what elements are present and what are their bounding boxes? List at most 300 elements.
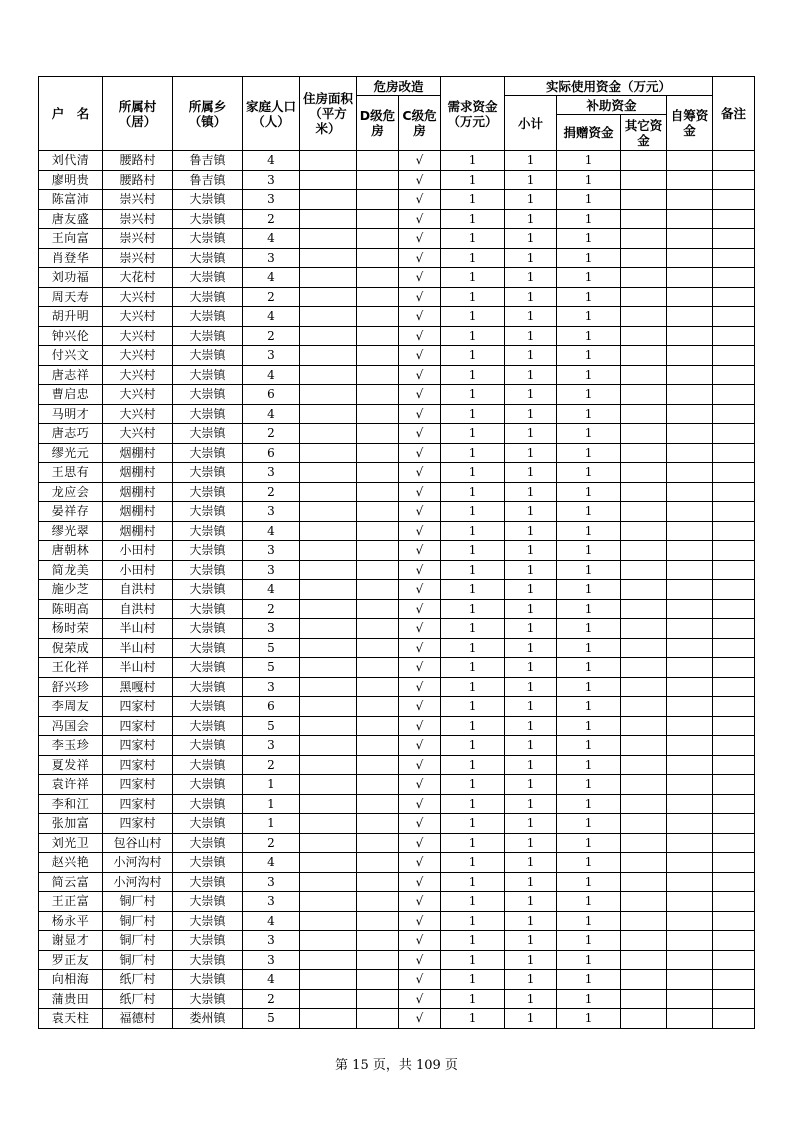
table-row (39, 736, 755, 756)
cell-area (300, 716, 357, 736)
table-row (39, 911, 755, 931)
cell-other (621, 833, 667, 853)
table-row (39, 229, 755, 249)
cell-name: 龙应会 (39, 482, 103, 502)
cell-population: 4 (243, 911, 300, 931)
cell-village: 铜厂村 (103, 911, 173, 931)
cell-town: 大崇镇 (173, 248, 243, 268)
cell-other (621, 541, 667, 561)
cell-donation: 1 (557, 833, 621, 853)
cell-town: 大崇镇 (173, 911, 243, 931)
table-row (39, 482, 755, 502)
cell-name: 杨时荣 (39, 619, 103, 639)
cell-level-c: √ (399, 638, 441, 658)
cell-self-raised (667, 911, 713, 931)
cell-other (621, 1009, 667, 1029)
cell-town: 大崇镇 (173, 989, 243, 1009)
cell-village: 大兴村 (103, 346, 173, 366)
cell-town: 大崇镇 (173, 892, 243, 912)
cell-village: 纸厂村 (103, 989, 173, 1009)
cell-donation: 1 (557, 853, 621, 873)
cell-name: 王正富 (39, 892, 103, 912)
cell-self-raised (667, 346, 713, 366)
cell-remark (713, 931, 755, 951)
cell-level-c: √ (399, 326, 441, 346)
cell-subtotal: 1 (505, 970, 557, 990)
cell-self-raised (667, 521, 713, 541)
cell-required-funds: 1 (441, 677, 505, 697)
cell-required-funds: 1 (441, 268, 505, 288)
cell-village: 大兴村 (103, 365, 173, 385)
cell-required-funds: 1 (441, 775, 505, 795)
cell-subtotal: 1 (505, 443, 557, 463)
cell-required-funds: 1 (441, 1009, 505, 1029)
cell-other (621, 989, 667, 1009)
cell-remark (713, 424, 755, 444)
cell-area (300, 385, 357, 405)
cell-area (300, 365, 357, 385)
table-row (39, 697, 755, 717)
cell-village: 崇兴村 (103, 248, 173, 268)
cell-town: 大崇镇 (173, 560, 243, 580)
cell-other (621, 248, 667, 268)
header-town: 所属乡（镇） (173, 77, 243, 151)
cell-required-funds: 1 (441, 385, 505, 405)
cell-required-funds: 1 (441, 658, 505, 678)
header-self-raised: 自筹资金 (667, 96, 713, 151)
cell-village: 铜厂村 (103, 931, 173, 951)
cell-level-c: √ (399, 736, 441, 756)
cell-area (300, 755, 357, 775)
cell-remark (713, 853, 755, 873)
cell-population: 4 (243, 365, 300, 385)
cell-level-d (357, 346, 399, 366)
header-level-c: C级危房 (399, 96, 441, 151)
cell-remark (713, 151, 755, 171)
cell-area (300, 560, 357, 580)
cell-remark (713, 911, 755, 931)
cell-level-d (357, 619, 399, 639)
cell-name: 王化祥 (39, 658, 103, 678)
cell-other (621, 170, 667, 190)
cell-level-c: √ (399, 677, 441, 697)
cell-self-raised (667, 404, 713, 424)
table-row (39, 404, 755, 424)
cell-area (300, 658, 357, 678)
cell-level-d (357, 521, 399, 541)
cell-other (621, 502, 667, 522)
cell-subtotal: 1 (505, 482, 557, 502)
cell-self-raised (667, 833, 713, 853)
cell-level-c: √ (399, 502, 441, 522)
cell-population: 4 (243, 307, 300, 327)
cell-town: 大崇镇 (173, 794, 243, 814)
cell-donation: 1 (557, 443, 621, 463)
cell-donation: 1 (557, 560, 621, 580)
cell-self-raised (667, 970, 713, 990)
cell-level-c: √ (399, 833, 441, 853)
cell-required-funds: 1 (441, 482, 505, 502)
cell-area (300, 677, 357, 697)
cell-level-d (357, 736, 399, 756)
cell-name: 肖登华 (39, 248, 103, 268)
cell-required-funds: 1 (441, 248, 505, 268)
cell-subtotal: 1 (505, 677, 557, 697)
cell-village: 烟棚村 (103, 482, 173, 502)
cell-village: 崇兴村 (103, 209, 173, 229)
table-row (39, 677, 755, 697)
cell-subtotal: 1 (505, 638, 557, 658)
cell-donation: 1 (557, 502, 621, 522)
cell-level-c: √ (399, 190, 441, 210)
cell-donation: 1 (557, 268, 621, 288)
cell-self-raised (667, 385, 713, 405)
cell-area (300, 794, 357, 814)
cell-required-funds: 1 (441, 521, 505, 541)
cell-donation: 1 (557, 287, 621, 307)
cell-town: 大崇镇 (173, 580, 243, 600)
cell-required-funds: 1 (441, 833, 505, 853)
cell-level-d (357, 1009, 399, 1029)
cell-remark (713, 346, 755, 366)
cell-donation: 1 (557, 404, 621, 424)
cell-village: 福德村 (103, 1009, 173, 1029)
cell-level-c: √ (399, 541, 441, 561)
cell-name: 王向富 (39, 229, 103, 249)
cell-level-c: √ (399, 697, 441, 717)
cell-population: 5 (243, 658, 300, 678)
cell-village: 四家村 (103, 775, 173, 795)
cell-population: 3 (243, 677, 300, 697)
cell-required-funds: 1 (441, 872, 505, 892)
cell-name: 曹启忠 (39, 385, 103, 405)
cell-town: 大崇镇 (173, 697, 243, 717)
table-row (39, 716, 755, 736)
cell-required-funds: 1 (441, 365, 505, 385)
table-row (39, 209, 755, 229)
cell-area (300, 872, 357, 892)
cell-name: 谢显才 (39, 931, 103, 951)
cell-area (300, 268, 357, 288)
cell-other (621, 560, 667, 580)
cell-donation: 1 (557, 365, 621, 385)
cell-village: 烟棚村 (103, 502, 173, 522)
cell-subtotal: 1 (505, 151, 557, 171)
cell-level-c: √ (399, 170, 441, 190)
cell-donation: 1 (557, 775, 621, 795)
cell-subtotal: 1 (505, 287, 557, 307)
table-row (39, 892, 755, 912)
cell-town: 大崇镇 (173, 307, 243, 327)
cell-level-c: √ (399, 775, 441, 795)
header-actual-funds: 实际使用资金（万元） (505, 77, 713, 96)
cell-remark (713, 541, 755, 561)
cell-area (300, 697, 357, 717)
cell-level-c: √ (399, 989, 441, 1009)
cell-village: 小田村 (103, 560, 173, 580)
cell-town: 大崇镇 (173, 541, 243, 561)
cell-other (621, 307, 667, 327)
cell-other (621, 209, 667, 229)
cell-level-c: √ (399, 794, 441, 814)
cell-level-d (357, 541, 399, 561)
cell-area (300, 521, 357, 541)
cell-other (621, 365, 667, 385)
table-row (39, 775, 755, 795)
cell-level-d (357, 950, 399, 970)
cell-self-raised (667, 443, 713, 463)
cell-town: 大崇镇 (173, 287, 243, 307)
cell-level-d (357, 287, 399, 307)
table-row (39, 385, 755, 405)
table-row (39, 502, 755, 522)
cell-level-c: √ (399, 385, 441, 405)
cell-name: 袁天柱 (39, 1009, 103, 1029)
cell-population: 1 (243, 775, 300, 795)
cell-required-funds: 1 (441, 580, 505, 600)
cell-village: 腰路村 (103, 170, 173, 190)
cell-level-c: √ (399, 716, 441, 736)
cell-self-raised (667, 794, 713, 814)
cell-donation: 1 (557, 326, 621, 346)
cell-remark (713, 404, 755, 424)
header-required-funds: 需求资金（万元） (441, 77, 505, 151)
cell-population: 3 (243, 931, 300, 951)
cell-town: 大崇镇 (173, 775, 243, 795)
cell-level-c: √ (399, 599, 441, 619)
cell-subtotal: 1 (505, 755, 557, 775)
table-row (39, 599, 755, 619)
cell-area (300, 950, 357, 970)
cell-area (300, 541, 357, 561)
cell-name: 陈富沛 (39, 190, 103, 210)
cell-name: 钟兴伦 (39, 326, 103, 346)
cell-remark (713, 755, 755, 775)
cell-population: 3 (243, 463, 300, 483)
cell-level-d (357, 989, 399, 1009)
cell-village: 半山村 (103, 638, 173, 658)
cell-required-funds: 1 (441, 911, 505, 931)
cell-other (621, 521, 667, 541)
cell-name: 简云富 (39, 872, 103, 892)
cell-donation: 1 (557, 638, 621, 658)
cell-self-raised (667, 502, 713, 522)
cell-town: 大崇镇 (173, 833, 243, 853)
cell-level-c: √ (399, 229, 441, 249)
table-row (39, 443, 755, 463)
cell-other (621, 697, 667, 717)
cell-area (300, 814, 357, 834)
cell-other (621, 190, 667, 210)
table-row (39, 970, 755, 990)
cell-area (300, 638, 357, 658)
header-subtotal: 小计 (505, 96, 557, 151)
table-row (39, 638, 755, 658)
cell-name: 胡升明 (39, 307, 103, 327)
table-row (39, 287, 755, 307)
cell-subtotal: 1 (505, 619, 557, 639)
cell-subtotal: 1 (505, 326, 557, 346)
cell-village: 小河沟村 (103, 853, 173, 873)
cell-remark (713, 1009, 755, 1029)
cell-level-d (357, 307, 399, 327)
cell-level-c: √ (399, 521, 441, 541)
cell-population: 3 (243, 950, 300, 970)
cell-subtotal: 1 (505, 814, 557, 834)
cell-self-raised (667, 736, 713, 756)
cell-subtotal: 1 (505, 170, 557, 190)
cell-required-funds: 1 (441, 736, 505, 756)
cell-level-c: √ (399, 268, 441, 288)
cell-subtotal: 1 (505, 658, 557, 678)
cell-town: 鲁吉镇 (173, 170, 243, 190)
cell-name: 冯国会 (39, 716, 103, 736)
cell-village: 自洪村 (103, 580, 173, 600)
cell-area (300, 1009, 357, 1029)
cell-subtotal: 1 (505, 794, 557, 814)
cell-area (300, 307, 357, 327)
cell-remark (713, 619, 755, 639)
cell-town: 大崇镇 (173, 970, 243, 990)
cell-remark (713, 229, 755, 249)
cell-level-d (357, 716, 399, 736)
cell-remark (713, 209, 755, 229)
cell-self-raised (667, 170, 713, 190)
cell-population: 3 (243, 346, 300, 366)
cell-other (621, 326, 667, 346)
cell-level-d (357, 794, 399, 814)
cell-remark (713, 307, 755, 327)
cell-donation: 1 (557, 755, 621, 775)
cell-other (621, 443, 667, 463)
cell-required-funds: 1 (441, 424, 505, 444)
cell-donation: 1 (557, 151, 621, 171)
cell-population: 3 (243, 560, 300, 580)
cell-town: 大崇镇 (173, 209, 243, 229)
cell-donation: 1 (557, 521, 621, 541)
cell-other (621, 580, 667, 600)
cell-level-d (357, 911, 399, 931)
cell-population: 2 (243, 599, 300, 619)
cell-name: 李玉珍 (39, 736, 103, 756)
cell-level-d (357, 853, 399, 873)
cell-donation: 1 (557, 170, 621, 190)
cell-remark (713, 463, 755, 483)
cell-donation: 1 (557, 346, 621, 366)
cell-subtotal: 1 (505, 248, 557, 268)
cell-self-raised (667, 580, 713, 600)
cell-level-c: √ (399, 580, 441, 600)
cell-required-funds: 1 (441, 892, 505, 912)
cell-population: 2 (243, 482, 300, 502)
cell-remark (713, 580, 755, 600)
cell-required-funds: 1 (441, 755, 505, 775)
cell-required-funds: 1 (441, 931, 505, 951)
cell-self-raised (667, 853, 713, 873)
cell-subtotal: 1 (505, 580, 557, 600)
cell-town: 大崇镇 (173, 599, 243, 619)
cell-required-funds: 1 (441, 697, 505, 717)
cell-town: 大崇镇 (173, 755, 243, 775)
cell-name: 王思有 (39, 463, 103, 483)
cell-other (621, 814, 667, 834)
cell-area (300, 190, 357, 210)
table-row (39, 755, 755, 775)
cell-subtotal: 1 (505, 989, 557, 1009)
cell-subtotal: 1 (505, 268, 557, 288)
cell-village: 四家村 (103, 755, 173, 775)
cell-population: 4 (243, 580, 300, 600)
cell-self-raised (667, 619, 713, 639)
cell-name: 周天寿 (39, 287, 103, 307)
cell-village: 大兴村 (103, 424, 173, 444)
cell-population: 1 (243, 794, 300, 814)
cell-village: 四家村 (103, 716, 173, 736)
cell-population: 3 (243, 502, 300, 522)
cell-name: 刘功福 (39, 268, 103, 288)
cell-remark (713, 502, 755, 522)
cell-level-d (357, 482, 399, 502)
cell-name: 刘光卫 (39, 833, 103, 853)
cell-population: 6 (243, 697, 300, 717)
cell-other (621, 716, 667, 736)
cell-donation: 1 (557, 463, 621, 483)
header-other: 其它资金 (621, 115, 667, 151)
cell-name: 陈明高 (39, 599, 103, 619)
cell-area (300, 892, 357, 912)
cell-self-raised (667, 814, 713, 834)
cell-required-funds: 1 (441, 287, 505, 307)
cell-population: 4 (243, 853, 300, 873)
cell-level-d (357, 326, 399, 346)
cell-subtotal: 1 (505, 502, 557, 522)
cell-required-funds: 1 (441, 307, 505, 327)
cell-name: 缪光元 (39, 443, 103, 463)
cell-remark (713, 365, 755, 385)
cell-donation: 1 (557, 482, 621, 502)
cell-town: 大崇镇 (173, 521, 243, 541)
cell-town: 大崇镇 (173, 677, 243, 697)
cell-area (300, 229, 357, 249)
cell-town: 大崇镇 (173, 404, 243, 424)
cell-name: 唐志祥 (39, 365, 103, 385)
cell-required-funds: 1 (441, 716, 505, 736)
cell-level-c: √ (399, 814, 441, 834)
cell-required-funds: 1 (441, 638, 505, 658)
cell-remark (713, 950, 755, 970)
cell-subtotal: 1 (505, 307, 557, 327)
cell-required-funds: 1 (441, 463, 505, 483)
cell-remark (713, 697, 755, 717)
header-donation: 捐赠资金 (557, 115, 621, 151)
cell-level-c: √ (399, 911, 441, 931)
table-row (39, 463, 755, 483)
cell-subtotal: 1 (505, 424, 557, 444)
cell-other (621, 599, 667, 619)
cell-other (621, 385, 667, 405)
cell-required-funds: 1 (441, 989, 505, 1009)
cell-required-funds: 1 (441, 170, 505, 190)
cell-village: 半山村 (103, 619, 173, 639)
cell-subtotal: 1 (505, 385, 557, 405)
cell-self-raised (667, 190, 713, 210)
cell-name: 李周友 (39, 697, 103, 717)
cell-self-raised (667, 248, 713, 268)
cell-required-funds: 1 (441, 814, 505, 834)
cell-area (300, 736, 357, 756)
cell-remark (713, 443, 755, 463)
cell-subtotal: 1 (505, 950, 557, 970)
